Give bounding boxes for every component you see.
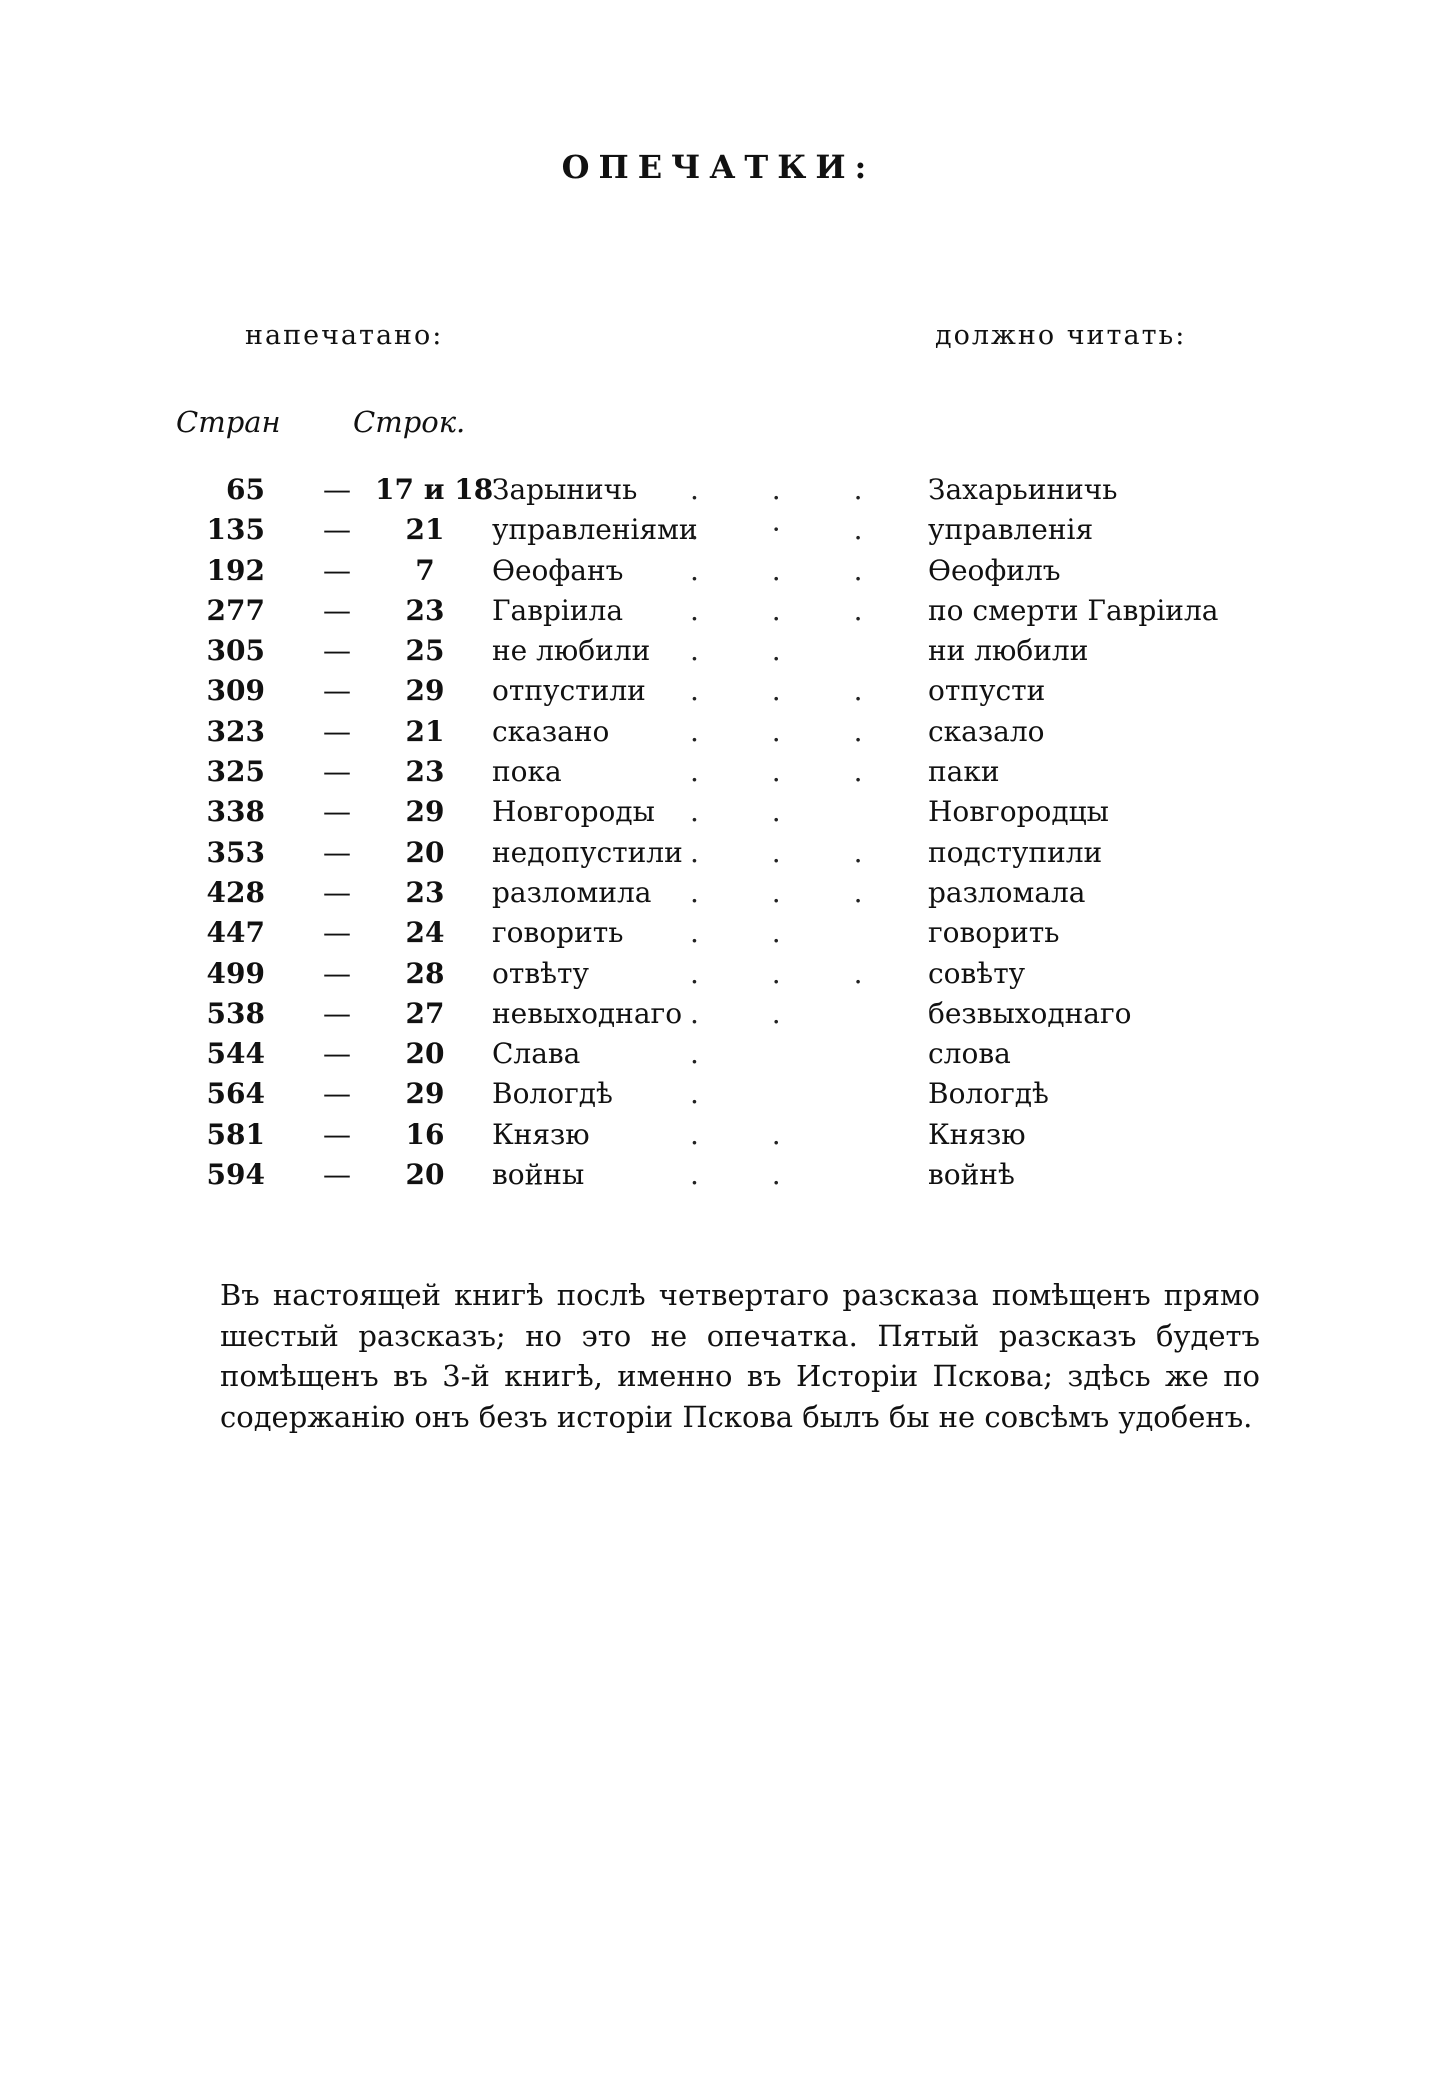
table-row (0, 631, 1437, 671)
page-number: 135 (206, 513, 265, 547)
dash-separator: — (323, 714, 351, 748)
dash-separator: — (323, 1117, 351, 1151)
line-number: 23 (405, 755, 445, 789)
leader-dots: . · . (690, 513, 895, 547)
table-row (0, 994, 1437, 1034)
printed-text: Вологдѣ (492, 1077, 613, 1111)
correct-text: управленія (928, 513, 1094, 547)
column-label-line: Строк. (353, 405, 466, 439)
printed-text: Гавріила (492, 593, 624, 627)
line-number: 20 (405, 1158, 445, 1192)
dash-separator: — (323, 956, 351, 990)
dash-separator: — (323, 755, 351, 789)
correct-text: разломала (928, 875, 1086, 909)
correct-text: по смерти Гавріила (928, 593, 1219, 627)
line-number: 25 (405, 634, 445, 668)
printed-text: Өеофанъ (492, 553, 624, 587)
line-number: 27 (405, 996, 445, 1030)
leader-dots: . . (690, 634, 813, 668)
dash-separator: — (323, 916, 351, 950)
line-number: 23 (405, 875, 445, 909)
correct-text: безвыходнаго (928, 996, 1132, 1030)
line-number: 20 (405, 1037, 445, 1071)
page-number: 581 (206, 1117, 265, 1151)
table-row (0, 510, 1437, 550)
page-number: 564 (206, 1077, 265, 1111)
table-row (0, 551, 1437, 591)
table-row (0, 671, 1437, 711)
footnote-paragraph: Въ настоящей книгѣ послѣ четвертаго разсказа помѣщенъ прямо шестый разсказъ; но это не опечатка. Пятый разсказъ будетъ помѣщенъ въ 3-й книгѣ, именно въ Исторіи Пскова; здѣсь же по содержанію онъ безъ исторіи Пскова былъ бы не совсѣмъ удобенъ. (220, 1278, 1260, 1434)
printed-text: Новгороды (492, 795, 655, 829)
leader-dots: . . . . (690, 593, 977, 627)
leader-dots: . . . (690, 755, 895, 789)
dash-separator: — (323, 1077, 351, 1111)
line-number: 29 (405, 795, 445, 829)
printed-text: Князю (492, 1117, 590, 1151)
line-number: 7 (415, 553, 435, 587)
table-row (0, 752, 1437, 792)
dash-separator: — (323, 593, 351, 627)
page-number: 323 (206, 714, 265, 748)
leader-dots: . . (690, 1117, 813, 1151)
leader-dots: . . . (690, 714, 895, 748)
printed-text: Слава (492, 1037, 581, 1071)
page-number: 353 (206, 835, 265, 869)
line-number: 29 (405, 1077, 445, 1111)
dash-separator: — (323, 513, 351, 547)
table-row (0, 1115, 1437, 1155)
printed-text: невыходнаго (492, 996, 683, 1030)
correct-text: Өеофилъ (928, 553, 1061, 587)
printed-text: разломила (492, 875, 652, 909)
line-number: 23 (405, 593, 445, 627)
table-row (0, 792, 1437, 832)
correct-text: Захарьиничь (928, 473, 1118, 506)
table-row (0, 470, 1437, 510)
leader-dots: . . . (690, 553, 895, 587)
correct-text: совѣту (928, 956, 1026, 990)
printed-text: говорить (492, 916, 624, 950)
page-number: 499 (206, 956, 265, 990)
table-row (0, 873, 1437, 913)
leader-dots: . . (690, 916, 813, 950)
dash-separator: — (323, 634, 351, 668)
correct-text: слова (928, 1037, 1011, 1071)
correct-text: Князю (928, 1117, 1026, 1151)
correct-text: Вологдѣ (928, 1077, 1049, 1111)
page-number: 428 (206, 875, 265, 909)
errata-table (0, 470, 1437, 1195)
column-label-page: Стран (176, 405, 281, 439)
printed-text: отпустили (492, 674, 646, 708)
leader-dots: . (690, 1077, 731, 1111)
page-number: 305 (206, 634, 265, 668)
table-row (0, 954, 1437, 994)
correct-text: говорить (928, 916, 1060, 950)
leader-dots: . . (690, 996, 813, 1030)
printed-text: сказано (492, 714, 610, 748)
page-number: 538 (206, 996, 265, 1030)
table-row (0, 1074, 1437, 1114)
table-row (0, 1155, 1437, 1195)
line-number: 24 (405, 916, 445, 950)
table-row (0, 913, 1437, 953)
line-number: 29 (405, 674, 445, 708)
header-printed: напечатано: (245, 320, 444, 351)
dash-separator: — (323, 1158, 351, 1192)
leader-dots: . . (690, 795, 813, 829)
page-number: 338 (206, 795, 265, 829)
page-number: 594 (206, 1158, 265, 1192)
correct-text: Новгородцы (928, 795, 1109, 829)
page-number: 65 (226, 473, 265, 506)
dash-separator: — (323, 875, 351, 909)
leader-dots: . . . (690, 875, 895, 909)
page-number: 192 (206, 553, 265, 587)
leader-dots: . . . (690, 674, 895, 708)
page-number: 544 (206, 1037, 265, 1071)
leader-dots: . . . (690, 473, 895, 506)
leader-dots: . . . (690, 835, 895, 869)
line-number: 21 (405, 513, 445, 547)
table-row (0, 591, 1437, 631)
correct-text: подступили (928, 835, 1103, 869)
table-row (0, 833, 1437, 873)
correct-text: отпусти (928, 674, 1046, 708)
page-number: 325 (206, 755, 265, 789)
printed-text: пока (492, 755, 562, 789)
dash-separator: — (323, 835, 351, 869)
line-number: 17 и 18 (375, 473, 494, 506)
page-number: 277 (206, 593, 265, 627)
page-number: 309 (206, 674, 265, 708)
printed-text: Зарыничь (492, 473, 638, 506)
printed-text: недопустили (492, 835, 683, 869)
page-number: 447 (206, 916, 265, 950)
printed-text: войны (492, 1158, 585, 1192)
dash-separator: — (323, 996, 351, 1030)
printed-text: управленіями (492, 513, 698, 547)
dash-separator: — (323, 473, 351, 506)
correct-text: сказало (928, 714, 1045, 748)
dash-separator: — (323, 1037, 351, 1071)
leader-dots: . . . (690, 956, 895, 990)
dash-separator: — (323, 553, 351, 587)
header-should-read: должно читать: (935, 320, 1187, 351)
printed-text: не любили (492, 634, 651, 668)
correct-text: ни любили (928, 634, 1089, 668)
table-row (0, 1034, 1437, 1074)
correct-text: войнѣ (928, 1158, 1015, 1192)
line-number: 21 (405, 714, 445, 748)
line-number: 20 (405, 835, 445, 869)
page-title: ОПЕЧАТКИ: (561, 148, 876, 186)
correct-text: паки (928, 755, 1000, 789)
leader-dots: . . (690, 1158, 813, 1192)
line-number: 28 (405, 956, 445, 990)
printed-text: отвѣту (492, 956, 589, 990)
dash-separator: — (323, 674, 351, 708)
table-row (0, 712, 1437, 752)
line-number: 16 (405, 1117, 445, 1151)
leader-dots: . (690, 1037, 731, 1071)
dash-separator: — (323, 795, 351, 829)
